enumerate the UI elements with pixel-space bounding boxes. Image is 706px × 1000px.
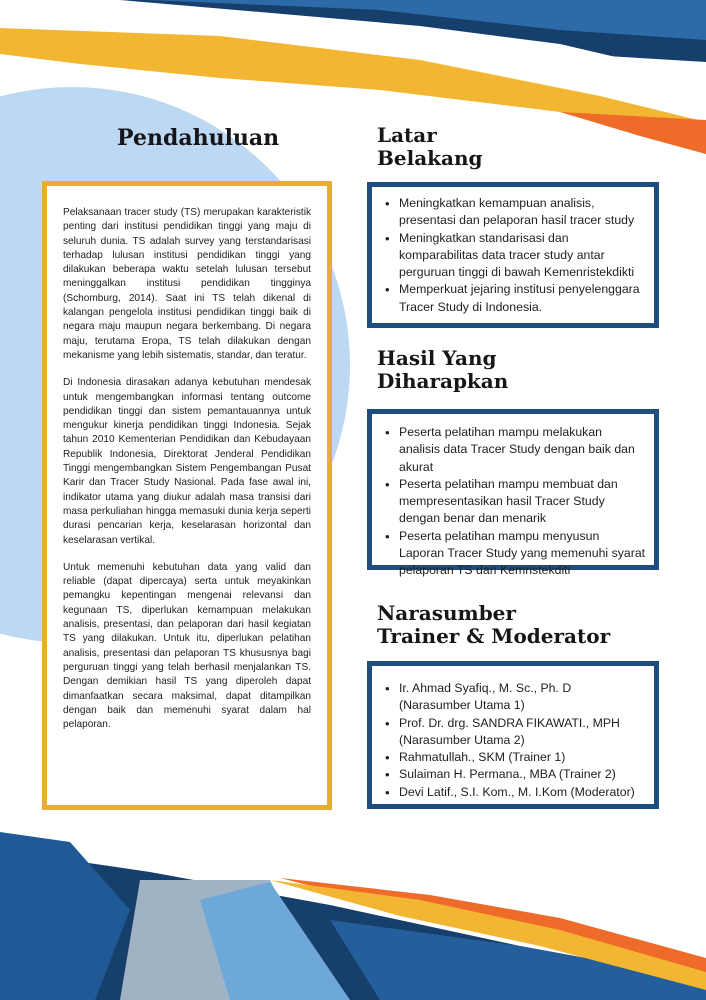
latar-box <box>367 182 659 328</box>
latar-title-line2: Belakang <box>377 145 483 170</box>
narasumber-item: • Ir. Ahmad Syafiq., M. Sc., Ph. D (Narasumber Utama 1) <box>382 680 646 715</box>
narasumber-item: • Devi Latif., S.I. Kom., M. I.Kom (Moderator) <box>382 784 646 801</box>
hasil-list <box>372 414 654 580</box>
narasumber-heading <box>377 602 610 647</box>
hasil-heading <box>377 347 508 392</box>
latar-list <box>372 187 654 316</box>
narasumber-item: • Sulaiman H. Permana., MBA (Trainer 2) <box>382 766 646 783</box>
latar-heading <box>377 124 483 169</box>
intro-box <box>42 181 332 810</box>
narasumber-item: • Rahmatullah., SKM (Trainer 1) <box>382 749 646 766</box>
narasumber-title-line1: Narasumber <box>377 601 516 625</box>
narasumber-title-line2: Trainer & Moderator <box>377 623 611 648</box>
hasil-box <box>367 409 659 578</box>
intro-heading: Pendahuluan <box>117 125 280 151</box>
narasumber-list <box>372 666 654 801</box>
intro-paragraph-3: Untuk memenuhi kebutuhan data yang valid dan reliable (dapat dipercaya) serta untuk meyakinkan pemangku kepentingan mengenai relevansi dan kegunaan TS, diperlukan kemampuan melakukan analisis, presentasi, dan pelaporan dari hasil kegiatan TS yang dilakukan. Untuk itu, diperlukan pelatihan analisis, presentasi dan pelaporan TS khususnya bagi perguruan tinggi yang telah berhasil menjalankan TS. Dengan demikian hasil TS yang diperoleh dapat dimanfaatkan secara maksimal, dapat ditampilkan dengan baik dan memenuhi syarat dalam hal pelaporan. <box>63 561 311 731</box>
latar-item: • Meningkatkan kemampuan analisis, presentasi dan pelaporan hasil tracer study <box>382 195 646 230</box>
hasil-title-line1: Hasil Yang <box>377 346 497 370</box>
hasil-title-line2: Diharapkan <box>377 368 509 393</box>
intro-paragraph-2: Di Indonesia dirasakan adanya kebutuhan mendesak untuk mengembangkan informasi tentang outcome pendidikan tinggi dan sistem pemantauannya untuk mengukur kinerja pendidikan tinggi Indonesia. Sejak tahun 2010 Kementerian Pendidikan dan Kebudayaan Republik Indonesia, Direktorat Jenderal Pendidikan Tinggi mengembangkan Sistem Pengembangan Pusat Karir dan Tracer Study Nasional. Pada fase awal ini, indikator utama yang diukur adalah masa transisi dari masa perkuliahan hingga memasuki dunia kerja seperti durasi pencarian kerja, keselarasan horizontal dan keselarasan vertikal. <box>63 377 311 546</box>
hasil-item: • Peserta pelatihan mampu membuat dan mempresentasikan hasil Tracer Study dengan benar dan menarik <box>382 476 646 528</box>
hasil-item: • Peserta pelatihan mampu menyusun Laporan Tracer Study yang memenuhi syarat pelaporan TS dari Kemristekditi <box>382 528 646 580</box>
latar-title-line1: Latar <box>377 123 437 147</box>
hasil-item: • Peserta pelatihan mampu melakukan analisis data Tracer Study dengan baik dan akurat <box>382 424 646 476</box>
latar-item: • Memperkuat jejaring institusi penyelenggara Tracer Study di Indonesia. <box>382 281 646 316</box>
narasumber-box <box>367 661 659 809</box>
narasumber-item: • Prof. Dr. drg. SANDRA FIKAWATI., MPH (Narasumber Utama 2) <box>382 715 646 750</box>
latar-item: • Meningkatkan standarisasi dan komparabilitas data tracer study antar perguruan tinggi di bawah Kemenristekdikti <box>382 230 646 282</box>
intro-paragraph-1: Pelaksanaan tracer study (TS) merupakan karakteristik penting dari institusi pendidikan tinggi yang maju di seluruh dunia. TS adalah survey yang terstandarisasi terhadap lulusan institusi pendidikan tinggi yang dilakukan beberapa waktu setelah lulusan tersebut meninggalkan institusi pendidikan tingginya (Schomburg, 2014). Saat ini TS telah dikenal di kalangan pengelola institusi pendidikan tinggi baik di negara maju maupun negara berkembang. Di negara maju, terutama Eropa, TS telah dilakukan dengan mekanisme yang lebih sistematis, standar, dan teratur. <box>63 207 311 361</box>
